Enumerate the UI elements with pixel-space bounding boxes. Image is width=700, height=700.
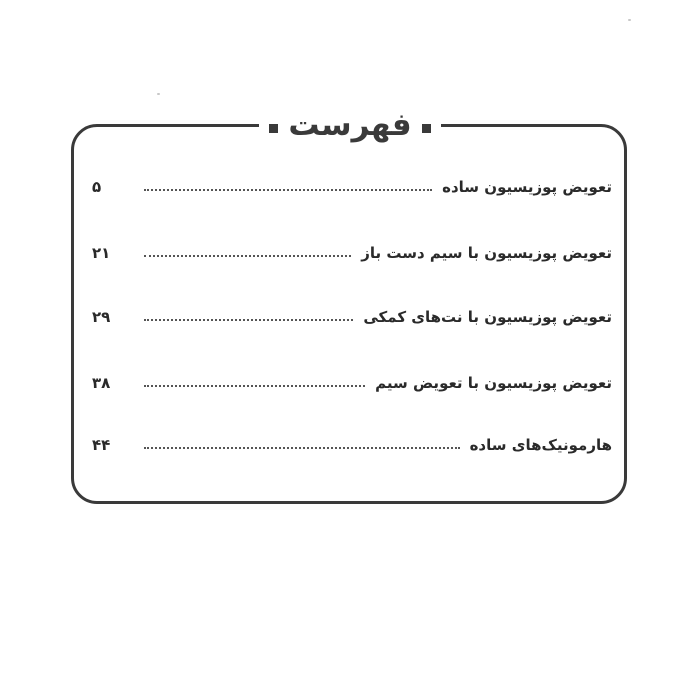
toc-entry-leader [144,447,460,449]
scan-speck [628,19,631,21]
toc-entry[interactable] [92,238,612,268]
toc-entry-leader [144,255,351,257]
toc-entry-label: هارمونیک‌های ساده [469,436,612,454]
toc-entry-page: ۴۴ [92,436,111,454]
toc-entry-leader [144,189,432,191]
toc-entry-label: تعویض پوزیسیون ساده [442,178,612,196]
toc-title: فهرست [288,107,412,143]
toc-entry[interactable] [92,172,612,202]
toc-entry-leader [144,319,353,321]
toc-entry[interactable] [92,430,612,460]
scan-speck [157,93,160,95]
toc-entry[interactable] [92,368,612,398]
toc-entry-label: تعویض پوزیسیون با سیم دست باز [361,244,612,262]
toc-entry-leader [144,385,365,387]
toc-entry-page: ۵ [92,178,102,196]
toc-entry[interactable] [92,302,612,332]
toc-entry-page: ۲۱ [92,244,111,262]
toc-entry-page: ۲۹ [92,308,111,326]
toc-entry-label: تعویض پوزیسیون با نت‌های کمکی [363,308,612,326]
toc-entry-page: ۳۸ [92,374,111,392]
toc-entry-label: تعویض پوزیسیون با تعویض سیم [375,374,612,392]
